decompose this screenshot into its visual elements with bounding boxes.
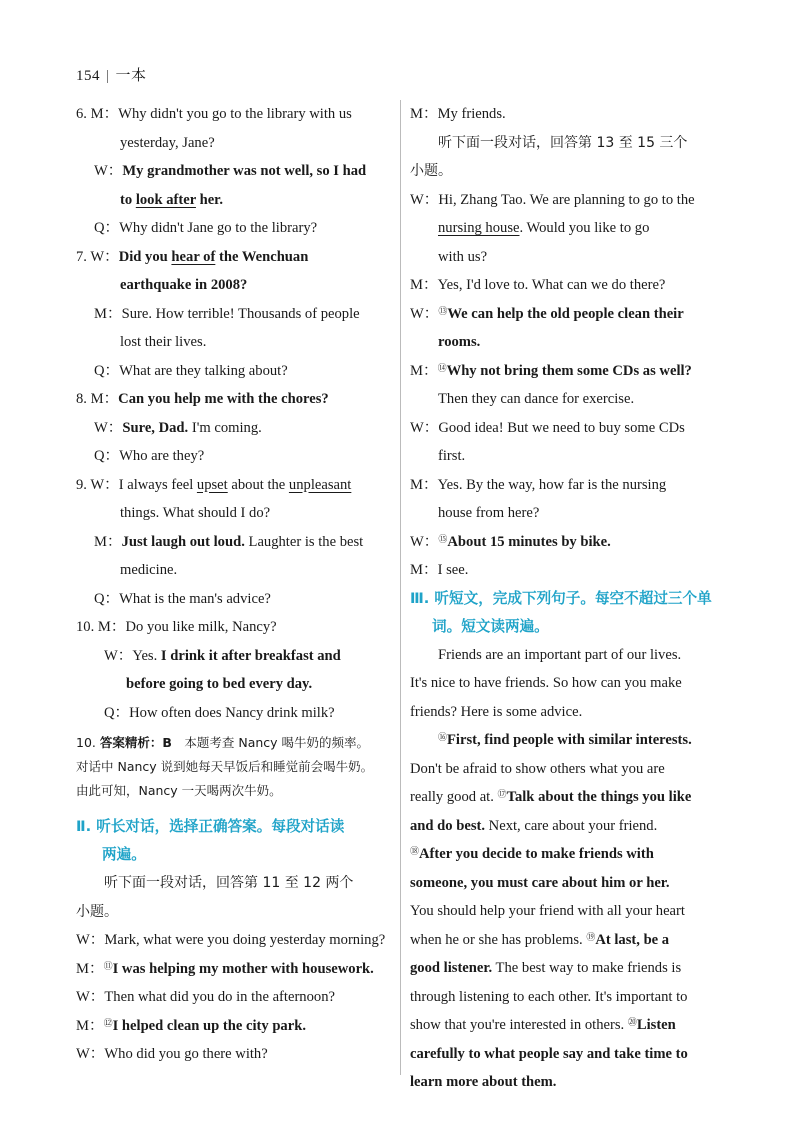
passage-line: show that you're interested in others. ⑳Listen — [410, 1017, 676, 1033]
dialog-line: W：⑬We can help the old people clean their — [410, 305, 684, 322]
column-divider — [400, 100, 401, 1075]
q10-w-line2: before going to bed every day. — [126, 676, 313, 692]
section-3-heading: Ⅲ. 听短文，完成下列句子。每空不超过三个单 — [410, 589, 712, 607]
left-column — [76, 100, 392, 1069]
dialog-line: M：⑪I was helping my mother with housework. — [76, 960, 374, 977]
q7-m-line2: lost their lives. — [120, 334, 207, 350]
q7-question: Q：What are they talking about? — [94, 362, 288, 379]
book-title: 一本 — [115, 68, 147, 84]
section-2-intro-2-line2: 小题。 — [410, 163, 452, 179]
dialog-line-cont: first. — [438, 448, 466, 464]
passage-line: Friends are an important part of our lives. — [438, 646, 682, 663]
passage-line: really good at. ⑰Talk about the things you like — [410, 789, 692, 805]
dialog-line-cont: house from here? — [438, 505, 540, 521]
passage-line: carefully to what people say and take time to — [410, 1045, 688, 1062]
dialog-line-cont: with us? — [438, 248, 488, 265]
q7-w-line: 7. W：Did you hear of the Wenchuan — [76, 248, 309, 265]
passage-line: someone, you must care about him or her. — [410, 874, 670, 891]
section-2-heading: Ⅱ. 听长对话，选择正确答案。每段对话读 — [76, 818, 345, 835]
page-number: 154 — [76, 68, 100, 84]
q9-question: Q：What is the man's advice? — [94, 590, 271, 607]
dialog-line: W：Good idea! But we need to buy some CDs — [410, 419, 685, 436]
q10-w-line: W：Yes. I drink it after breakfast and — [104, 647, 341, 664]
passage-line: ⑯First, find people with similar interests. — [438, 732, 692, 748]
dialog-line: W：Who did you go there with? — [76, 1046, 268, 1062]
dialog-line: M：⑭Why not bring them some CDs as well? — [410, 362, 692, 379]
dialog-line: M：My friends. — [410, 106, 506, 122]
q8-m-line: 8. M：Can you help me with the chores? — [76, 391, 329, 407]
passage-line: friends? Here is some advice. — [410, 703, 583, 720]
dialog-line: M：⑫I helped clean up the city park. — [76, 1017, 306, 1034]
q8-question: Q：Who are they? — [94, 448, 205, 464]
passage-line: good listener. The best way to make friends is — [410, 960, 682, 976]
q10-m-line: 10. M：Do you like milk, Nancy? — [76, 619, 277, 635]
dialog-line: M：Yes, I'd love to. What can we do there? — [410, 277, 666, 293]
passage-line: through listening to each other. It's important to — [410, 988, 688, 1005]
right-column — [410, 100, 726, 1097]
q6-w-line2: to look after her. — [120, 191, 223, 208]
section-2-intro-line2: 小题。 — [76, 903, 118, 920]
q6-m-line: 6. M：Why didn't you go to the library with us — [76, 106, 352, 122]
passage-line: when he or she has problems. ⑲At last, be a — [410, 931, 670, 948]
dialog-line: M：I see. — [410, 562, 469, 578]
dialog-line: W：⑮About 15 minutes by bike. — [410, 533, 611, 550]
dialog-line-cont: nursing house. Would you like to go — [438, 220, 650, 236]
dialog-line-cont: rooms. — [438, 334, 481, 350]
answer-note-line1: 10. 答案精析：B 本题考查 Nancy 喝牛奶的频率。 — [76, 735, 370, 750]
passage-line: ⑱After you decide to make friends with — [410, 846, 654, 862]
q7-w-line2: earthquake in 2008? — [120, 277, 248, 293]
q6-question: Q：Why didn't Jane go to the library? — [94, 220, 318, 236]
dialog-line: W：Then what did you do in the afternoon? — [76, 989, 335, 1005]
page-header: 154 | 一本 — [76, 68, 147, 84]
section-2-intro-2: 听下面一段对话，回答第 13 至 15 三个 — [438, 134, 688, 151]
q9-w-line2: things. What should I do? — [120, 505, 271, 521]
section-3-heading-line2: 词。短文读两遍。 — [432, 617, 549, 635]
q9-m-line2: medicine. — [120, 562, 178, 578]
dialog-line: W：Mark, what were you doing yesterday morning? — [76, 932, 386, 948]
dialog-line-cont: Then they can dance for exercise. — [438, 391, 635, 407]
q9-m-line: M：Just laugh out loud. Laughter is the best — [94, 533, 364, 550]
passage-line: It's nice to have friends. So how can you make — [410, 675, 682, 691]
passage-line: and do best. Next, care about your friend. — [410, 817, 658, 834]
q9-w-line: 9. W：I always feel upset about the unpleasant — [76, 476, 352, 493]
dialog-line: W：Hi, Zhang Tao. We are planning to go to the — [410, 191, 695, 208]
q6-m-line2: yesterday, Jane? — [120, 134, 215, 151]
q10-question: Q：How often does Nancy drink milk? — [104, 704, 335, 721]
section-2-intro: 听下面一段对话，回答第 11 至 12 两个 — [104, 875, 354, 891]
passage-line: You should help your friend with all your heart — [410, 903, 685, 919]
q6-w-line: W：My grandmother was not well, so I had — [94, 163, 367, 179]
section-2-heading-line2: 两遍。 — [102, 846, 146, 863]
q7-m-line: M：Sure. How terrible! Thousands of people — [94, 305, 360, 322]
answer-note-line2: 对话中 Nancy 说到她每天早饭后和睡觉前会喝牛奶。 — [76, 759, 374, 774]
q8-w-line: W：Sure, Dad. I'm coming. — [94, 419, 262, 436]
answer-note-line3: 由此可知，Nancy 一天喝两次牛奶。 — [76, 783, 282, 798]
passage-line: Don't be afraid to show others what you are — [410, 760, 665, 777]
dialog-line: M：Yes. By the way, how far is the nursing — [410, 476, 667, 493]
passage-line: learn more about them. — [410, 1074, 557, 1090]
